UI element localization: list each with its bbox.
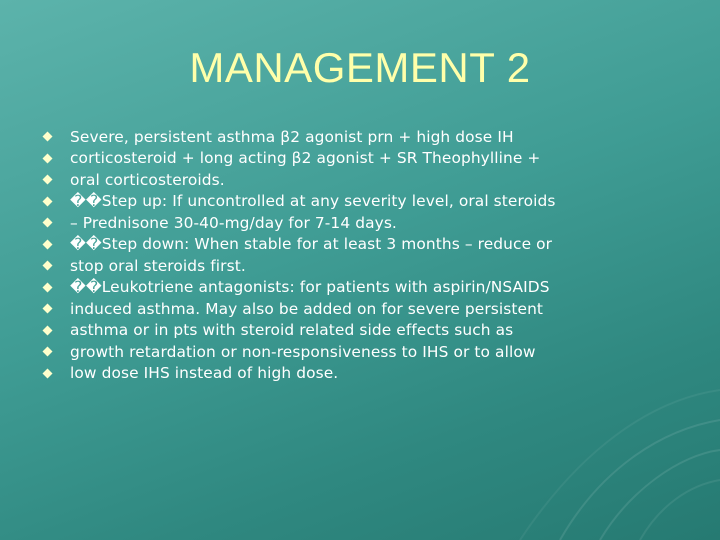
bullet-list: [42, 126, 642, 384]
diamond-bullet-icon: [42, 153, 70, 164]
list-item-text: ��Step up: If uncontrolled at any severity level, oral steroids: [70, 192, 556, 211]
list-item: [42, 341, 642, 363]
diamond-bullet-icon: [42, 346, 70, 357]
list-item: [42, 320, 642, 342]
diamond-bullet-icon: [42, 325, 70, 336]
list-item-text: induced asthma. May also be added on for severe persistent: [70, 299, 544, 318]
list-item: [42, 363, 642, 385]
list-item: [42, 255, 642, 277]
diamond-bullet-icon: [42, 282, 70, 293]
list-item: [42, 169, 642, 191]
list-item-text: stop oral steroids first.: [70, 256, 246, 275]
list-item-text: oral corticosteroids.: [70, 170, 225, 189]
diamond-bullet-icon: [42, 196, 70, 207]
diamond-bullet-icon: [42, 217, 70, 228]
list-item: [42, 126, 642, 148]
diamond-bullet-icon: [42, 368, 70, 379]
diamond-bullet-icon: [42, 239, 70, 250]
list-item-text: ��Step down: When stable for at least 3 months – reduce or: [70, 235, 553, 254]
list-item: [42, 298, 642, 320]
list-item-text: – Prednisone 30-40-mg/day for 7-14 days.: [70, 213, 397, 232]
list-item: [42, 191, 642, 213]
list-item: [42, 212, 642, 234]
list-item-text: low dose IHS instead of high dose.: [70, 364, 339, 383]
list-item: [42, 277, 642, 299]
diamond-bullet-icon: [42, 131, 70, 142]
slide-title: MANAGEMENT 2: [189, 44, 531, 91]
list-item-text: asthma or in pts with steroid related side effects such as: [70, 321, 514, 340]
list-item-text: growth retardation or non-responsiveness to IHS or to allow: [70, 342, 536, 361]
list-item-text: Severe, persistent asthma β2 agonist prn + high dose IH: [70, 127, 514, 146]
diamond-bullet-icon: [42, 174, 70, 185]
diamond-bullet-icon: [42, 260, 70, 271]
list-item: [42, 234, 642, 256]
list-item-text: ��Leukotriene antagonists: for patients with aspirin/NSAIDS: [70, 278, 550, 297]
diamond-bullet-icon: [42, 303, 70, 314]
list-item-text: corticosteroid + long acting β2 agonist + SR Theophylline +: [70, 149, 541, 168]
list-item: [42, 148, 642, 170]
